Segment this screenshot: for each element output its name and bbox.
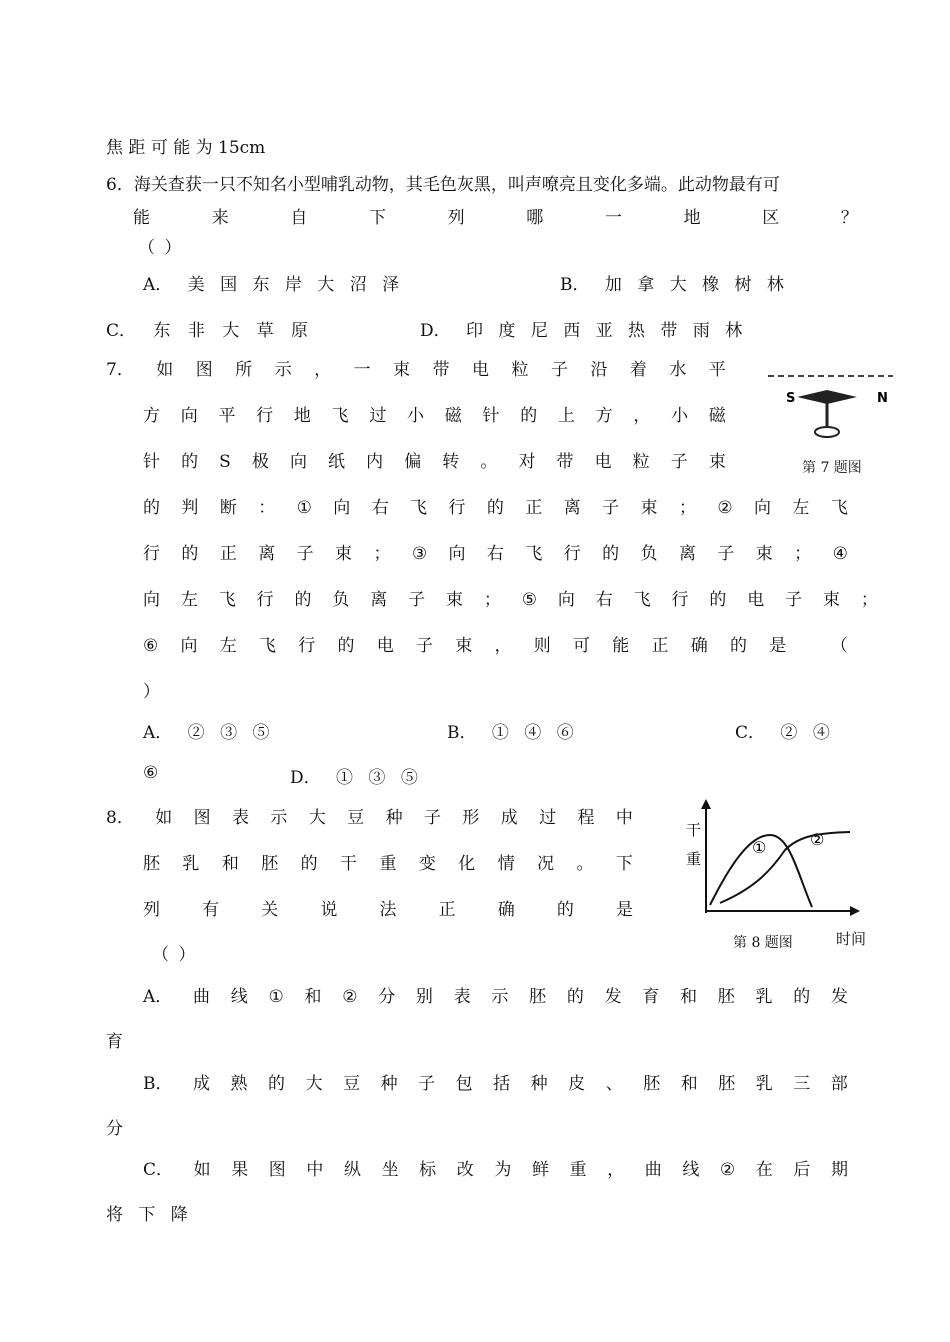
q7-figure (765, 362, 900, 452)
q7-figure-caption: 第 7 题图 (802, 460, 862, 476)
q7-stem-line1: 7． 如 图 所 示 ， 一 束 带 电 粒 子 沿 着 水 平 (106, 360, 726, 380)
q6-option-d: D． 印 度 尼 西 亚 热 带 雨 林 (420, 321, 743, 341)
q8-x-axis-label: 时间 (836, 930, 867, 948)
q8-option-c: C． 如 果 图 中 纵 坐 标 改 为 鲜 重 ， 曲 线 ② 在 后 期 (143, 1160, 848, 1180)
q6-option-a: A． 美 国 东 岸 大 沼 泽 (143, 275, 400, 295)
q8-option-b: B． 成 熟 的 大 豆 种 子 包 括 种 皮 、 胚 和 胚 乳 三 部 (143, 1074, 848, 1094)
q7-stem-line5: 行 的 正 离 子 束 ； ③ 向 右 飞 行 的 负 离 子 束 ； ④ (143, 544, 848, 564)
curve-1-label: ① (752, 838, 767, 857)
q8-stem-line1: 8． 如 图 表 示 大 豆 种 子 形 成 过 程 中 (106, 808, 633, 828)
magnetic-needle-diagram (765, 362, 900, 452)
curve-2-label: ② (810, 830, 825, 849)
q7-option-b: B． ① ④ ⑥ (447, 723, 574, 743)
y-label-char-2: 重 (686, 850, 702, 868)
q7-stem-line6: 向 左 飞 行 的 负 离 子 束 ； ⑤ 向 右 飞 行 的 电 子 束 ； (143, 590, 878, 610)
needle-base-icon (815, 427, 839, 437)
q7-stem-line2: 方 向 平 行 地 飞 过 小 磁 针 的 上 方 ， 小 磁 (143, 406, 726, 426)
q8-answer-paren: （ ） (152, 945, 198, 965)
q7-stem-line7: ⑥ 向 左 飞 行 的 电 子 束 ， 则 可 能 正 确 的 是 （ (143, 636, 848, 656)
q8-option-b-cont: 分 (106, 1119, 123, 1139)
compass-needle-icon (797, 390, 857, 404)
x-axis-arrow-icon (850, 906, 860, 916)
q6-option-b: B． 加 拿 大 橡 树 林 (560, 275, 784, 295)
q8-figure-caption: 第 8 题图 (733, 935, 793, 951)
needle-north-label: N (877, 391, 888, 406)
needle-south-label: S (786, 391, 796, 406)
q6-option-c: C． 东 非 大 草 原 (106, 321, 309, 341)
q7-option-d: D． ① ③ ⑤ (290, 768, 418, 788)
q7-option-c-cont: ⑥ (143, 763, 159, 783)
q8-option-a: A． 曲 线 ① 和 ② 分 别 表 示 胚 的 发 育 和 胚 乳 的 发 (143, 987, 848, 1007)
q7-option-c: C． ② ④ (735, 723, 830, 743)
q8-stem-line3: 列 有 关 说 法 正 确 的 是 (143, 900, 633, 920)
q6-stem-line2: 能 来 自 下 列 哪 一 地 区 ？ (133, 208, 858, 228)
q7-answer-paren-close: ） (143, 682, 160, 702)
q7-stem-line3: 针 的 S 极 向 纸 内 偏 转 。 对 带 电 粒 子 束 (143, 452, 726, 472)
q6-answer-paren: （ ） (138, 238, 184, 258)
q5-tail-line: 焦 距 可 能 为 15cm (106, 138, 266, 158)
q6-stem-line1: 6．海关查获一只不知名小型哺乳动物，其毛色灰黑，叫声嘹亮且变化多端。此动物最有可 (106, 175, 780, 195)
q8-option-a-cont: 育 (106, 1032, 123, 1052)
y-label-char-1: 干 (686, 821, 702, 839)
q7-stem-line4: 的 判 断 ： ① 向 右 飞 行 的 正 离 子 束 ； ② 向 左 飞 (143, 498, 848, 518)
q8-stem-line2: 胚 乳 和 胚 的 干 重 变 化 情 况 。 下 (143, 854, 633, 874)
q8-option-c-cont: 将 下 降 (106, 1205, 188, 1225)
q7-option-a: A． ② ③ ⑤ (143, 723, 270, 743)
y-axis-arrow-icon (701, 799, 711, 809)
